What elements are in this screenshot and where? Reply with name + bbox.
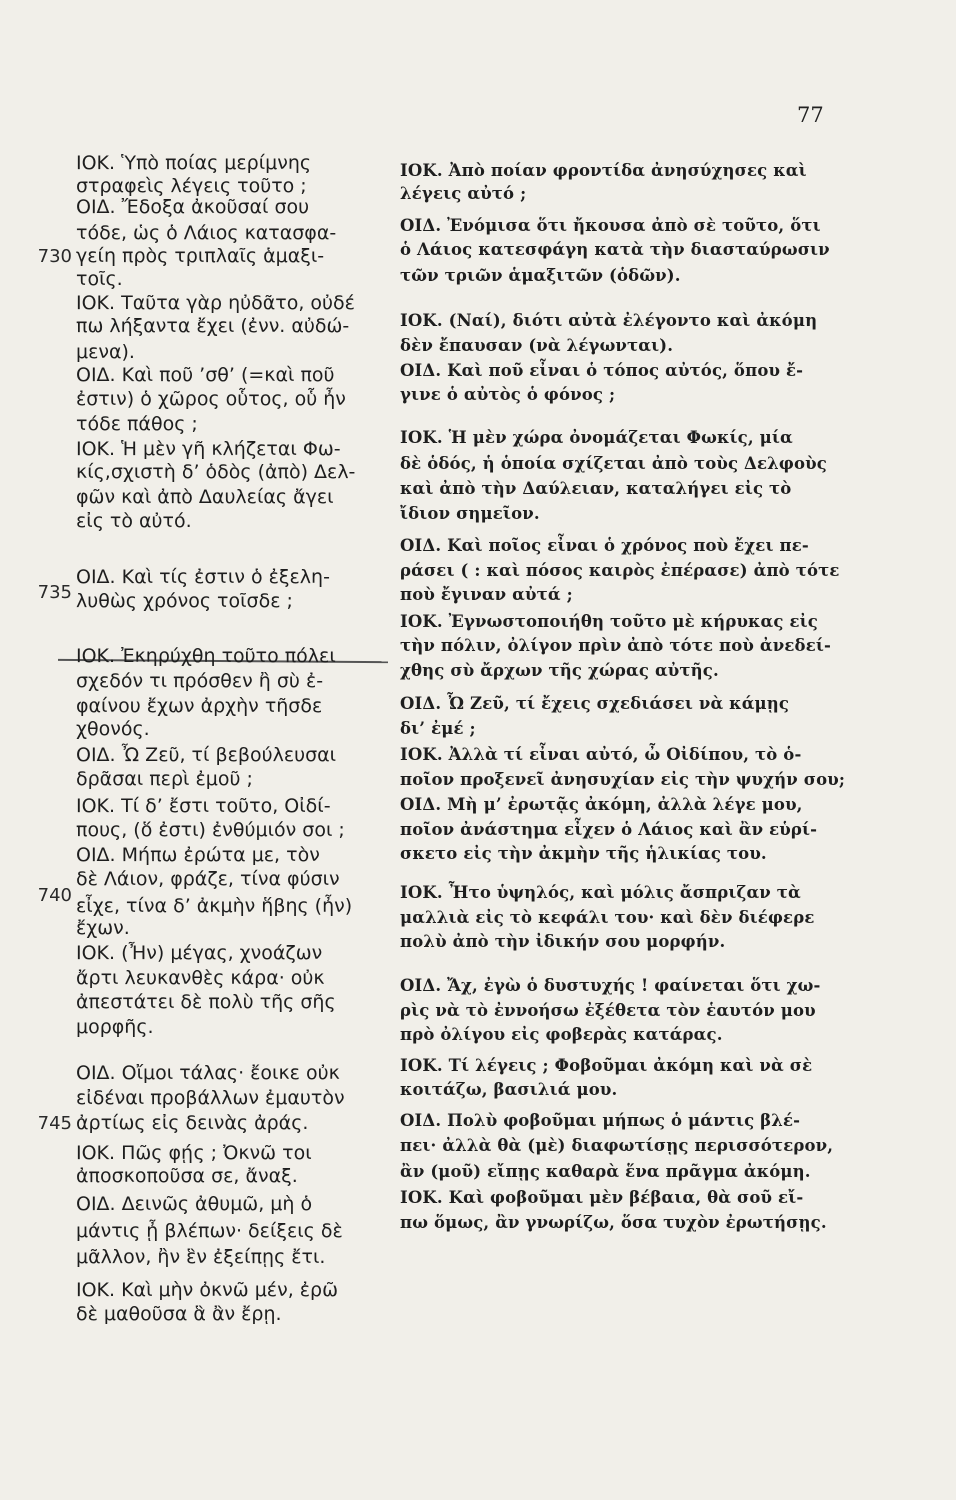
modern-text-line: ΟΙΔ. Μὴ μ’ ἐρωτᾷς ἀκόμη, ἀλλὰ λέγε μου, xyxy=(400,795,803,814)
modern-text-line: ΟΙΔ. Πολὺ φοβοῦμαι μήπως ὁ μάντις βλέ- xyxy=(400,1111,801,1130)
ancient-text-line: ἀπεστάτει δὲ πολὺ τῆς σῆς xyxy=(76,991,336,1013)
modern-text-line: ΙΟΚ. Ἡ μὲν χώρα ὀνομάζεται Φωκίς, μία xyxy=(400,428,793,447)
ancient-text-line: ἄρτι λευκανθὲς κάρα· οὐκ xyxy=(76,967,325,989)
ancient-text-line: ΙΟΚ. (Ἦν) μέγας, χνοάζων xyxy=(76,942,323,964)
ancient-text-line: φῶν καὶ ἀπὸ Δαυλείας ἄγει xyxy=(76,486,334,508)
ancient-text-line: ΟΙΔ. Ὦ Ζεῦ, τί βεβούλευσαι xyxy=(76,744,337,766)
ancient-text-line: πω λήξαντα ἔχει (ἐνν. αὐδώ- xyxy=(76,315,350,337)
modern-text-line: ΙΟΚ. (Ναί), διότι αὐτὰ ἐλέγοντο καὶ ἀκόμη xyxy=(400,311,818,330)
ancient-text-line: ἔχων. xyxy=(76,917,130,939)
modern-text-line: πω ὅμως, ἂν γνωρίζω, ὅσα τυχὸν ἐρωτήσῃς. xyxy=(400,1213,827,1232)
ancient-text-line: κίς,σχιστὴ δ’ ὁδὸς (ἀπὸ) Δελ- xyxy=(76,461,356,483)
ancient-text-line: ΙΟΚ. Ἡ μὲν γῆ κλήζεται Φω- xyxy=(76,438,341,460)
modern-text-line: ὁ Λάιος κατεσφάγη κατὰ τὴν διασταύρωσιν xyxy=(400,240,830,259)
modern-text-line: ΙΟΚ. Τί λέγεις ; Φοβοῦμαι ἀκόμη καὶ νὰ σὲ xyxy=(400,1056,813,1075)
ancient-text-line: ἐστιν) ὁ χῶρος οὗτος, οὗ ἦν xyxy=(76,388,346,410)
modern-text-line: ΙΟΚ. Ἀπὸ ποίαν φροντίδα ἀνησύχησες καὶ xyxy=(400,161,807,180)
modern-text-line: τῶν τριῶν ἁμαξιτῶν (ὁδῶν). xyxy=(400,266,681,285)
modern-text-line: ΙΟΚ. Ἐγνωστοποιήθη τοῦτο μὲ κήρυκας εἰς xyxy=(400,612,819,631)
modern-text-line: σκετο εἰς τὴν ἀκμὴν τῆς ἡλικίας του. xyxy=(400,844,767,863)
modern-text-line: τὴν πόλιν, ὀλίγον πρὶν ἀπὸ τότε ποὺ ἀνεδεί- xyxy=(400,636,832,655)
modern-text-line: ἂν (μοῦ) εἴπῃς καθαρὰ ἕνα πρᾶγμα ἀκόμη. xyxy=(400,1162,811,1181)
ancient-text-line: τόδε, ὡς ὁ Λάιος κατασφα- xyxy=(76,222,337,244)
ancient-text-line: στραφεὶς λέγεις τοῦτο ; xyxy=(76,175,307,197)
modern-text-line: ΟΙΔ. Ἐνόμισα ὅτι ἤκουσα ἀπὸ σὲ τοῦτο, ὅτι xyxy=(400,216,821,235)
ancient-text-line: εἶχε, τίνα δ’ ἀκμὴν ἥβης (ἦν) xyxy=(76,895,353,917)
ancient-text-line: ΙΟΚ. Καὶ μὴν ὀκνῶ μέν, ἐρῶ xyxy=(76,1279,339,1301)
modern-text-line: ποῖον προξενεῖ ἀνησυχίαν εἰς τὴν ψυχήν σου; xyxy=(400,770,846,789)
modern-text-line: ΙΟΚ. Ἀλλὰ τί εἶναι αὐτό, ὦ Οἰδίπου, τὸ ὁ- xyxy=(400,745,802,764)
modern-text-line: χθης σὺ ἄρχων τῆς χώρας αὐτῆς. xyxy=(400,661,719,680)
modern-text-line: ποὺ ἔγιναν αὐτά ; xyxy=(400,585,573,604)
verse-number: 745 xyxy=(37,1113,72,1134)
ancient-text-line: χθονός. xyxy=(76,718,150,740)
modern-text-line: ρὶς νὰ τὸ ἐννοήσω ἐξέθετα τὸν ἑαυτόν μου xyxy=(400,1001,816,1020)
modern-text-line: πρὸ ὀλίγου εἰς φοβερὰς κατάρας. xyxy=(400,1025,723,1044)
ancient-text-line: πους, (ὅ ἐστι) ἐνθύμιόν σοι ; xyxy=(76,819,345,841)
ancient-text-line: ΟΙΔ. Δεινῶς ἀθυμῶ, μὴ ὁ xyxy=(76,1193,313,1215)
modern-text-line: ράσει ( : καὶ πόσος καιρὸς ἐπέρασε) ἀπὸ τότε xyxy=(400,561,840,580)
modern-text-line: ἴδιον σημεῖον. xyxy=(400,504,540,523)
modern-text-line: ποῖον ἀνάστημα εἶχεν ὁ Λάιος καὶ ἂν εὑρί- xyxy=(400,820,818,839)
verse-number: 730 xyxy=(37,246,72,267)
ancient-text-line: φαίνου ἔχων ἀρχὴν τῆσδε xyxy=(76,695,323,717)
modern-text-line: γινε ὁ αὐτὸς ὁ φόνος ; xyxy=(400,385,616,404)
modern-text-line: ΟΙΔ. Ὦ Ζεῦ, τί ἔχεις σχεδιάσει νὰ κάμῃς xyxy=(400,694,790,713)
verse-number: 740 xyxy=(37,885,72,906)
ancient-text-line: μορφῆς. xyxy=(76,1016,154,1038)
ancient-text-line: ΟΙΔ. Ἔδοξα ἀκοῦσαί σου xyxy=(76,196,310,218)
modern-text-line: μαλλιὰ εἰς τὸ κεφάλι του· καὶ δὲν διέφερε xyxy=(400,908,815,927)
modern-text-line: κοιτάζω, βασιλιά μου. xyxy=(400,1080,618,1099)
ancient-text-line: ἀποσκοποῦσα σε, ἄναξ. xyxy=(76,1165,298,1187)
modern-text-line: καὶ ἀπὸ τὴν Δαύλειαν, καταλήγει εἰς τὸ xyxy=(400,479,792,498)
ancient-text-line: ΙΟΚ. Ταῦτα γὰρ ηὐδᾶτο, οὐδέ xyxy=(76,292,355,314)
modern-text-line: δὲ ὁδός, ἡ ὁποία σχίζεται ἀπὸ τοὺς Δελφοὺς xyxy=(400,454,827,473)
ancient-text-line: ΟΙΔ. Οἴμοι τάλας· ἔοικε οὐκ xyxy=(76,1062,340,1084)
ancient-text-line: ΟΙΔ. Καὶ τίς ἐστιν ὁ ἐξελη- xyxy=(76,566,330,588)
ancient-text-line: μενα). xyxy=(76,341,135,363)
ancient-text-line: εἰδέναι προβάλλων ἐμαυτὸν xyxy=(76,1087,345,1109)
ancient-text-line: δρᾶσαι περὶ ἐμοῦ ; xyxy=(76,768,253,790)
ancient-text-line: εἰς τὸ αὐτό. xyxy=(76,510,192,532)
modern-text-line: ΙΟΚ. Καὶ φοβοῦμαι μὲν βέβαια, θὰ σοῦ εἴ- xyxy=(400,1188,804,1207)
ancient-text-line: τοῖς. xyxy=(76,268,123,290)
modern-text-line: ΟΙΔ. Ἄχ, ἐγὼ ὁ δυστυχής ! φαίνεται ὅτι χω- xyxy=(400,976,821,995)
ancient-text-line: ΙΟΚ. Ὑπὸ ποίας μερίμνης xyxy=(76,152,312,174)
ancient-text-line: δὲ Λάιον, φράζε, τίνα φύσιν xyxy=(76,868,340,890)
modern-text-line: ΙΟΚ. Ἦτο ὑψηλός, καὶ μόλις ἄσπριζαν τὰ xyxy=(400,883,801,902)
modern-text-line: πει· ἀλλὰ θὰ (μὲ) διαφωτίσῃς περισσότερον, xyxy=(400,1136,834,1155)
ancient-text-line: μάντις ᾖ βλέπων· δείξεις δὲ xyxy=(76,1220,343,1242)
modern-text-line: ΟΙΔ. Καὶ ποῦ εἶναι ὁ τόπος αὐτός, ὅπου ἔ- xyxy=(400,361,804,380)
ancient-text-line: τόδε πάθος ; xyxy=(76,413,198,435)
ancient-text-line: δὲ μαθοῦσα ἃ ἂν ἔρῃ. xyxy=(76,1303,282,1325)
ancient-text-line: ΙΟΚ. Τί δ’ ἔστι τοῦτο, Οἰδί- xyxy=(76,795,331,817)
modern-text-line: δὲν ἔπαυσαν (νὰ λέγωνται). xyxy=(400,336,674,355)
ancient-text-line: ΙΟΚ. Ἐκηρύχθη τοῦτο πόλει xyxy=(76,645,336,667)
modern-text-line: ΟΙΔ. Καὶ ποῖος εἶναι ὁ χρόνος ποὺ ἔχει πε- xyxy=(400,536,809,555)
modern-text-line: λέγεις αὐτό ; xyxy=(400,184,527,203)
ancient-text-line: ΟΙΔ. Μήπω ἐρώτα με, τὸν xyxy=(76,844,320,866)
ancient-text-line: λυθὼς χρόνος τοῖσδε ; xyxy=(76,590,293,612)
ancient-text-line: ἀρτίως εἰς δεινὰς ἀράς. xyxy=(76,1112,309,1134)
ancient-text-line: ΟΙΔ. Καὶ ποῦ ’σθ’ (=καὶ ποῦ xyxy=(76,364,335,386)
ancient-text-line: σχεδόν τι πρόσθεν ἢ σὺ ἐ- xyxy=(76,670,324,692)
modern-text-line: πολὺ ἀπὸ τὴν ἰδικήν σου μορφήν. xyxy=(400,932,726,951)
ancient-text-line: ΙΟΚ. Πῶς φῄς ; Ὀκνῶ τοι xyxy=(76,1142,312,1164)
ancient-text-line: μᾶλλον, ἢν ἓν ἐξείπῃς ἔτι. xyxy=(76,1246,326,1268)
ancient-text-line: γείη πρὸς τριπλαῖς ἁμαξι- xyxy=(76,245,325,267)
page-number: 77 xyxy=(797,103,824,127)
verse-number: 735 xyxy=(37,582,72,603)
modern-text-line: δι’ ἐμέ ; xyxy=(400,719,476,738)
